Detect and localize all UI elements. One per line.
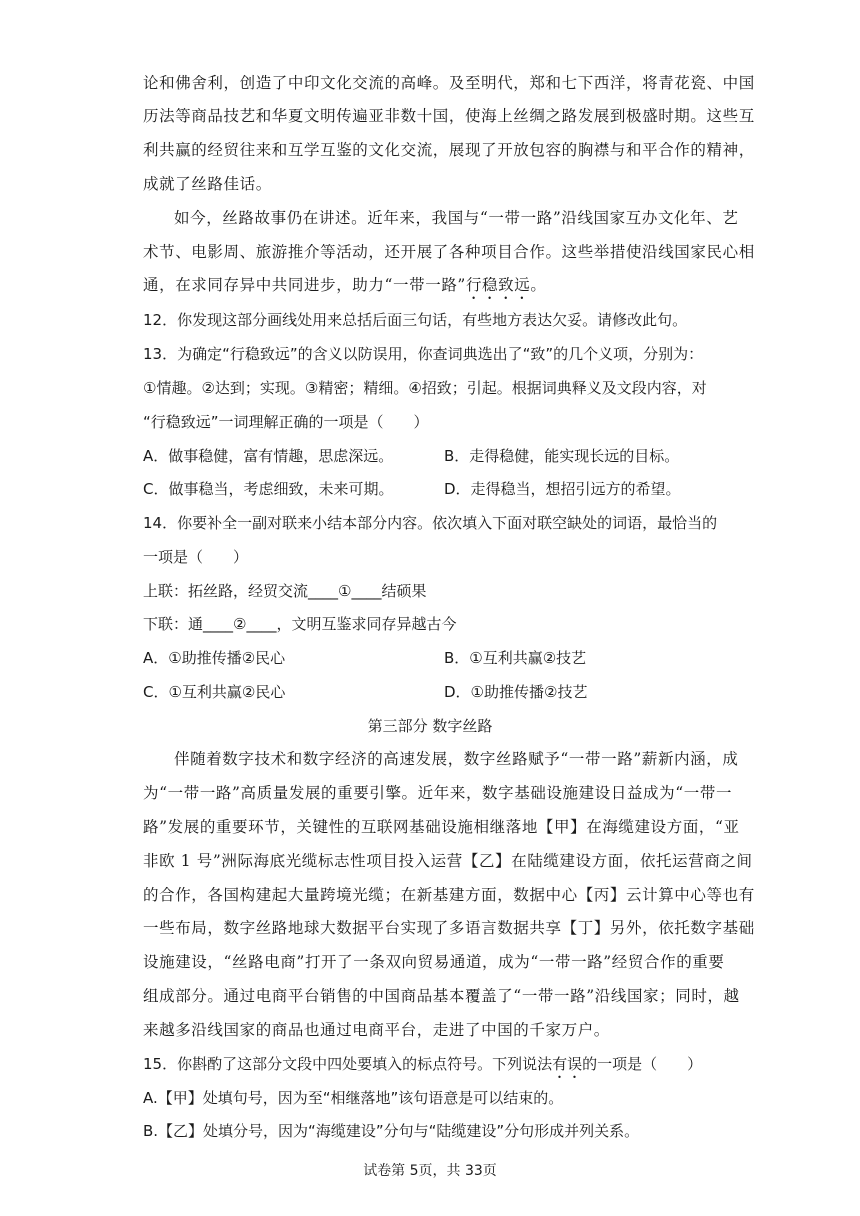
passage3-line: 路”发展的重要环节，关键性的互联网基础设施相继落地【甲】在海缆建设方面，“亚 (143, 818, 740, 836)
question-13-option-d: D．走得稳当，想招引远方的希望。 (444, 480, 681, 498)
passage3-line: 伴随着数字技术和数字经济的高速发展，数字丝路赋予“一带一路”薪新内涵，成 (174, 750, 739, 768)
passage3-line: 设施建设，“丝路电商”打开了一条双向贸易通道，成为“一带一路”经贸合作的重要 (143, 953, 725, 971)
passage2-line: 成就了丝路佳话。 (143, 175, 272, 193)
question-15-stem-suffix: 的一项是（ ） (582, 1055, 703, 1073)
passage2-line: 历法等商品技艺和华夏文明传遍亚非数十国，使海上丝绸之路发展到极盛时期。这些互 (143, 107, 755, 125)
question-15-stem-prefix: 15．你斟酌了这部分文段中四处要填入的标点符号。下列说法 (143, 1055, 553, 1073)
passage2-line: 利共赢的经贸往来和互学互鉴的文化交流，展现了开放包容的胸襟与和平合作的精神， (143, 141, 755, 159)
question-13-option-a: A．做事稳健，富有情趣，思虑深远。 (143, 447, 394, 465)
passage2-line: 如今，丝路故事仍在讲述。近年来，我国与“一带一路”沿线国家互办文化年、艺 (174, 209, 739, 227)
passage3-line: 组成部分。通过电商平台销售的中国商品基本覆盖了“一带一路”沿线国家；同时，越 (143, 987, 740, 1005)
section-title: 第三部分 数字丝路 (367, 717, 493, 735)
passage2-last-prefix: 通，在求同存异中共同进步，助力“一带一路” (143, 276, 466, 294)
dotted-phrase: 行稳致远 (465, 276, 531, 294)
passage2-line: 术节、电影周、旅游推介等活动，还开展了各种项目合作。这些举措使沿线国家民心相 (143, 243, 755, 261)
passage2-line: 论和佛舍利，创造了中印文化交流的高峰。及至明代，郑和七下西洋，将青花瓷、中国 (143, 74, 755, 92)
passage3-line: 非欧 1 号”洲际海底光缆标志性项目投入运营【乙】在陆缆建设方面，依托运营商之间 (143, 852, 753, 870)
passage3-line: 一些布局，数字丝路地球大数据平台实现了多语言数据共享【丁】另外，依托数字基础 (143, 919, 755, 937)
passage3-line: 的合作，各国构建起大量跨境光缆；在新基建方面，数据中心【丙】云计算中心等也有 (143, 886, 755, 904)
question-13-line1: 13．为确定“行稳致远”的含义以防误用，你查词典选出了“致”的几个义项，分别为： (143, 345, 704, 363)
question-13-line2: ①情趣。②达到；实现。③精密；精细。④招致；引起。根据词典释义及文段内容，对 (143, 379, 707, 397)
question-12: 12．你发现这部分画线处用来总括后面三句话，有些地方表达欠妥。请修改此句。 (143, 311, 688, 329)
passage3-line: 来越多沿线国家的商品也通过电商平台，走进了中国的千家万户。 (143, 1021, 610, 1039)
question-15-option-a: A.【甲】处填句号，因为至“相继落地”该句语意是可以结束的。 (143, 1089, 564, 1107)
question-13-option-c: C．做事稳当，考虑细致，未来可期。 (143, 480, 394, 498)
question-14-line2: 一项是（ ） (143, 548, 249, 566)
question-15-option-b: B.【乙】处填分号，因为“海缆建设”分句与“陆缆建设”分句形成并列关系。 (143, 1122, 640, 1140)
dotted-phrase: 有误 (552, 1055, 583, 1073)
question-14-option-d: D．①助推传播②技艺 (444, 683, 588, 701)
page-footer: 试卷第 5页，共 33页 (363, 1163, 497, 1179)
couplet-upper: 上联：拓丝路，经贸交流____①____结硕果 (143, 582, 427, 600)
question-14-line1: 14．你要补全一副对联来小结本部分内容。依次填入下面对联空缺处的词语，最恰当的 (143, 514, 718, 532)
question-15-stem (143, 1054, 702, 1082)
couplet-lower: 下联：通____②____，文明互鉴求同存异越古今 (143, 615, 457, 633)
passage2-last-suffix: 。 (530, 276, 547, 294)
question-14-option-a: A．①助推传播②民心 (143, 649, 286, 667)
question-14-option-b: B．①互利共赢②技艺 (444, 649, 587, 667)
question-14-option-c: C．①互利共赢②民心 (143, 683, 286, 701)
passage2-last-line (143, 275, 546, 303)
passage3-line: 为“一带一路”高质量发展的重要引擎。近年来，数字基础设施建设日益成为“一带一 (143, 784, 733, 802)
question-13-line3: “行稳致远”一词理解正确的一项是（ ） (143, 413, 429, 431)
question-13-option-b: B．走得稳健，能实现长远的目标。 (444, 447, 680, 465)
